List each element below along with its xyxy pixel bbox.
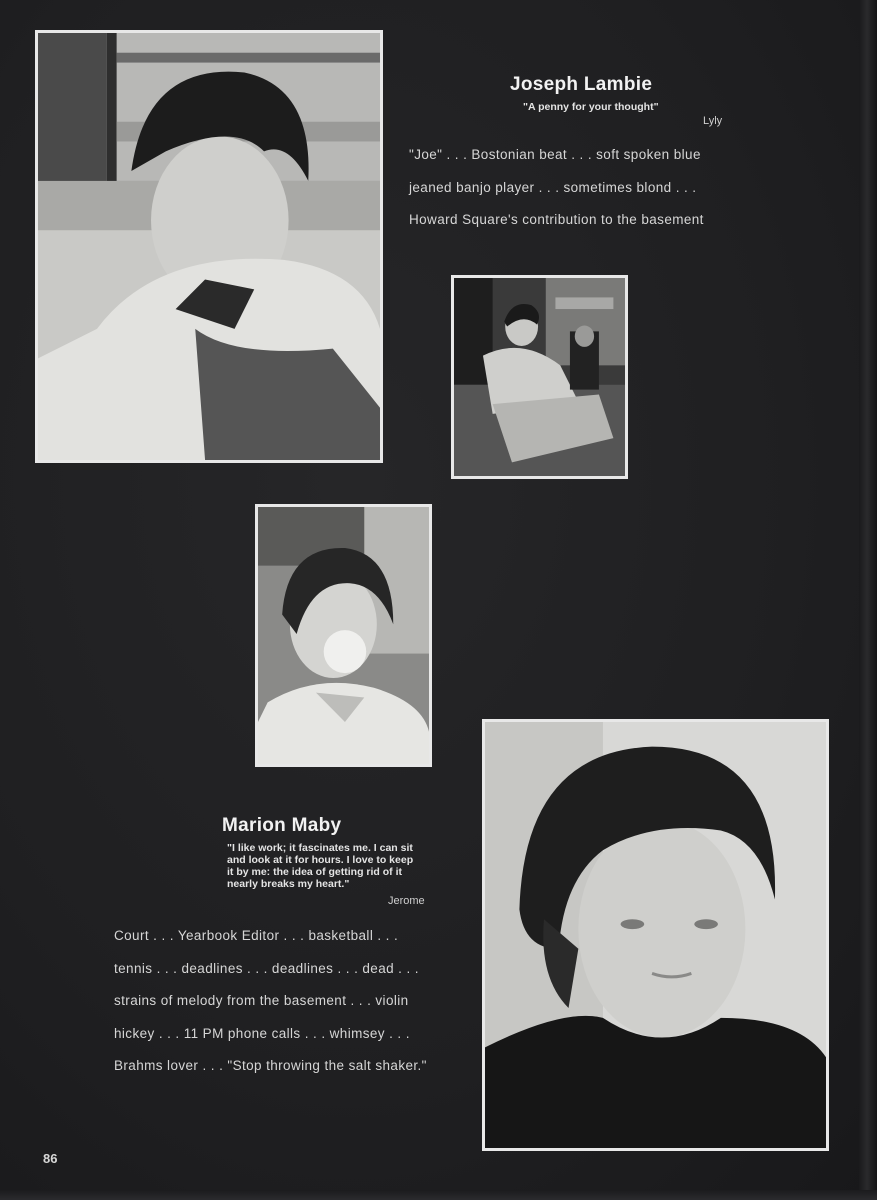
marion-description-line: tennis . . . deadlines . . . deadlines . . . dead . . . — [114, 960, 419, 976]
joseph-description — [409, 139, 704, 237]
marion-description — [114, 920, 427, 1083]
joseph-name: Joseph Lambie — [510, 74, 653, 95]
marion-description-line: Court . . . Yearbook Editor . . . basketball . . . — [114, 928, 399, 943]
joseph-candid-photo — [451, 275, 628, 479]
marion-candid-photo — [255, 504, 432, 767]
marion-name: Marion Maby — [222, 815, 342, 836]
marion-quote-line: and look at it for hours. I love to keep — [227, 854, 414, 866]
marion-description-line: Brahms lover . . . "Stop throwing the salt shaker." — [114, 1058, 427, 1073]
binding-spine — [859, 0, 877, 1200]
marion-quote-line: "I like work; it fascinates me. I can sit — [227, 842, 413, 854]
joseph-quote: "A penny for your thought" — [523, 101, 659, 113]
page-number: 86 — [43, 1151, 58, 1166]
marion-quote-author: Jerome — [388, 895, 425, 907]
joseph-description-line: Howard Square's contribution to the basement — [409, 212, 704, 227]
marion-description-line: strains of melody from the basement . . . violin — [114, 993, 409, 1008]
joseph-description-line: "Joe" . . . Bostonian beat . . . soft spoken blue — [409, 147, 701, 162]
joseph-portrait-photo — [35, 30, 383, 463]
marion-quote-line: nearly breaks my heart." — [227, 878, 350, 890]
marion-description-line: hickey . . . 11 PM phone calls . . . whimsey . . . — [114, 1025, 410, 1041]
joseph-description-line: jeaned banjo player . . . sometimes blond . . . — [409, 179, 697, 195]
marion-quote — [227, 842, 413, 890]
page-bottom-edge — [0, 1190, 877, 1200]
marion-portrait-photo — [482, 719, 829, 1151]
joseph-quote-author: Lyly — [703, 115, 723, 127]
marion-quote-line: it by me: the idea of getting rid of it — [227, 866, 402, 878]
